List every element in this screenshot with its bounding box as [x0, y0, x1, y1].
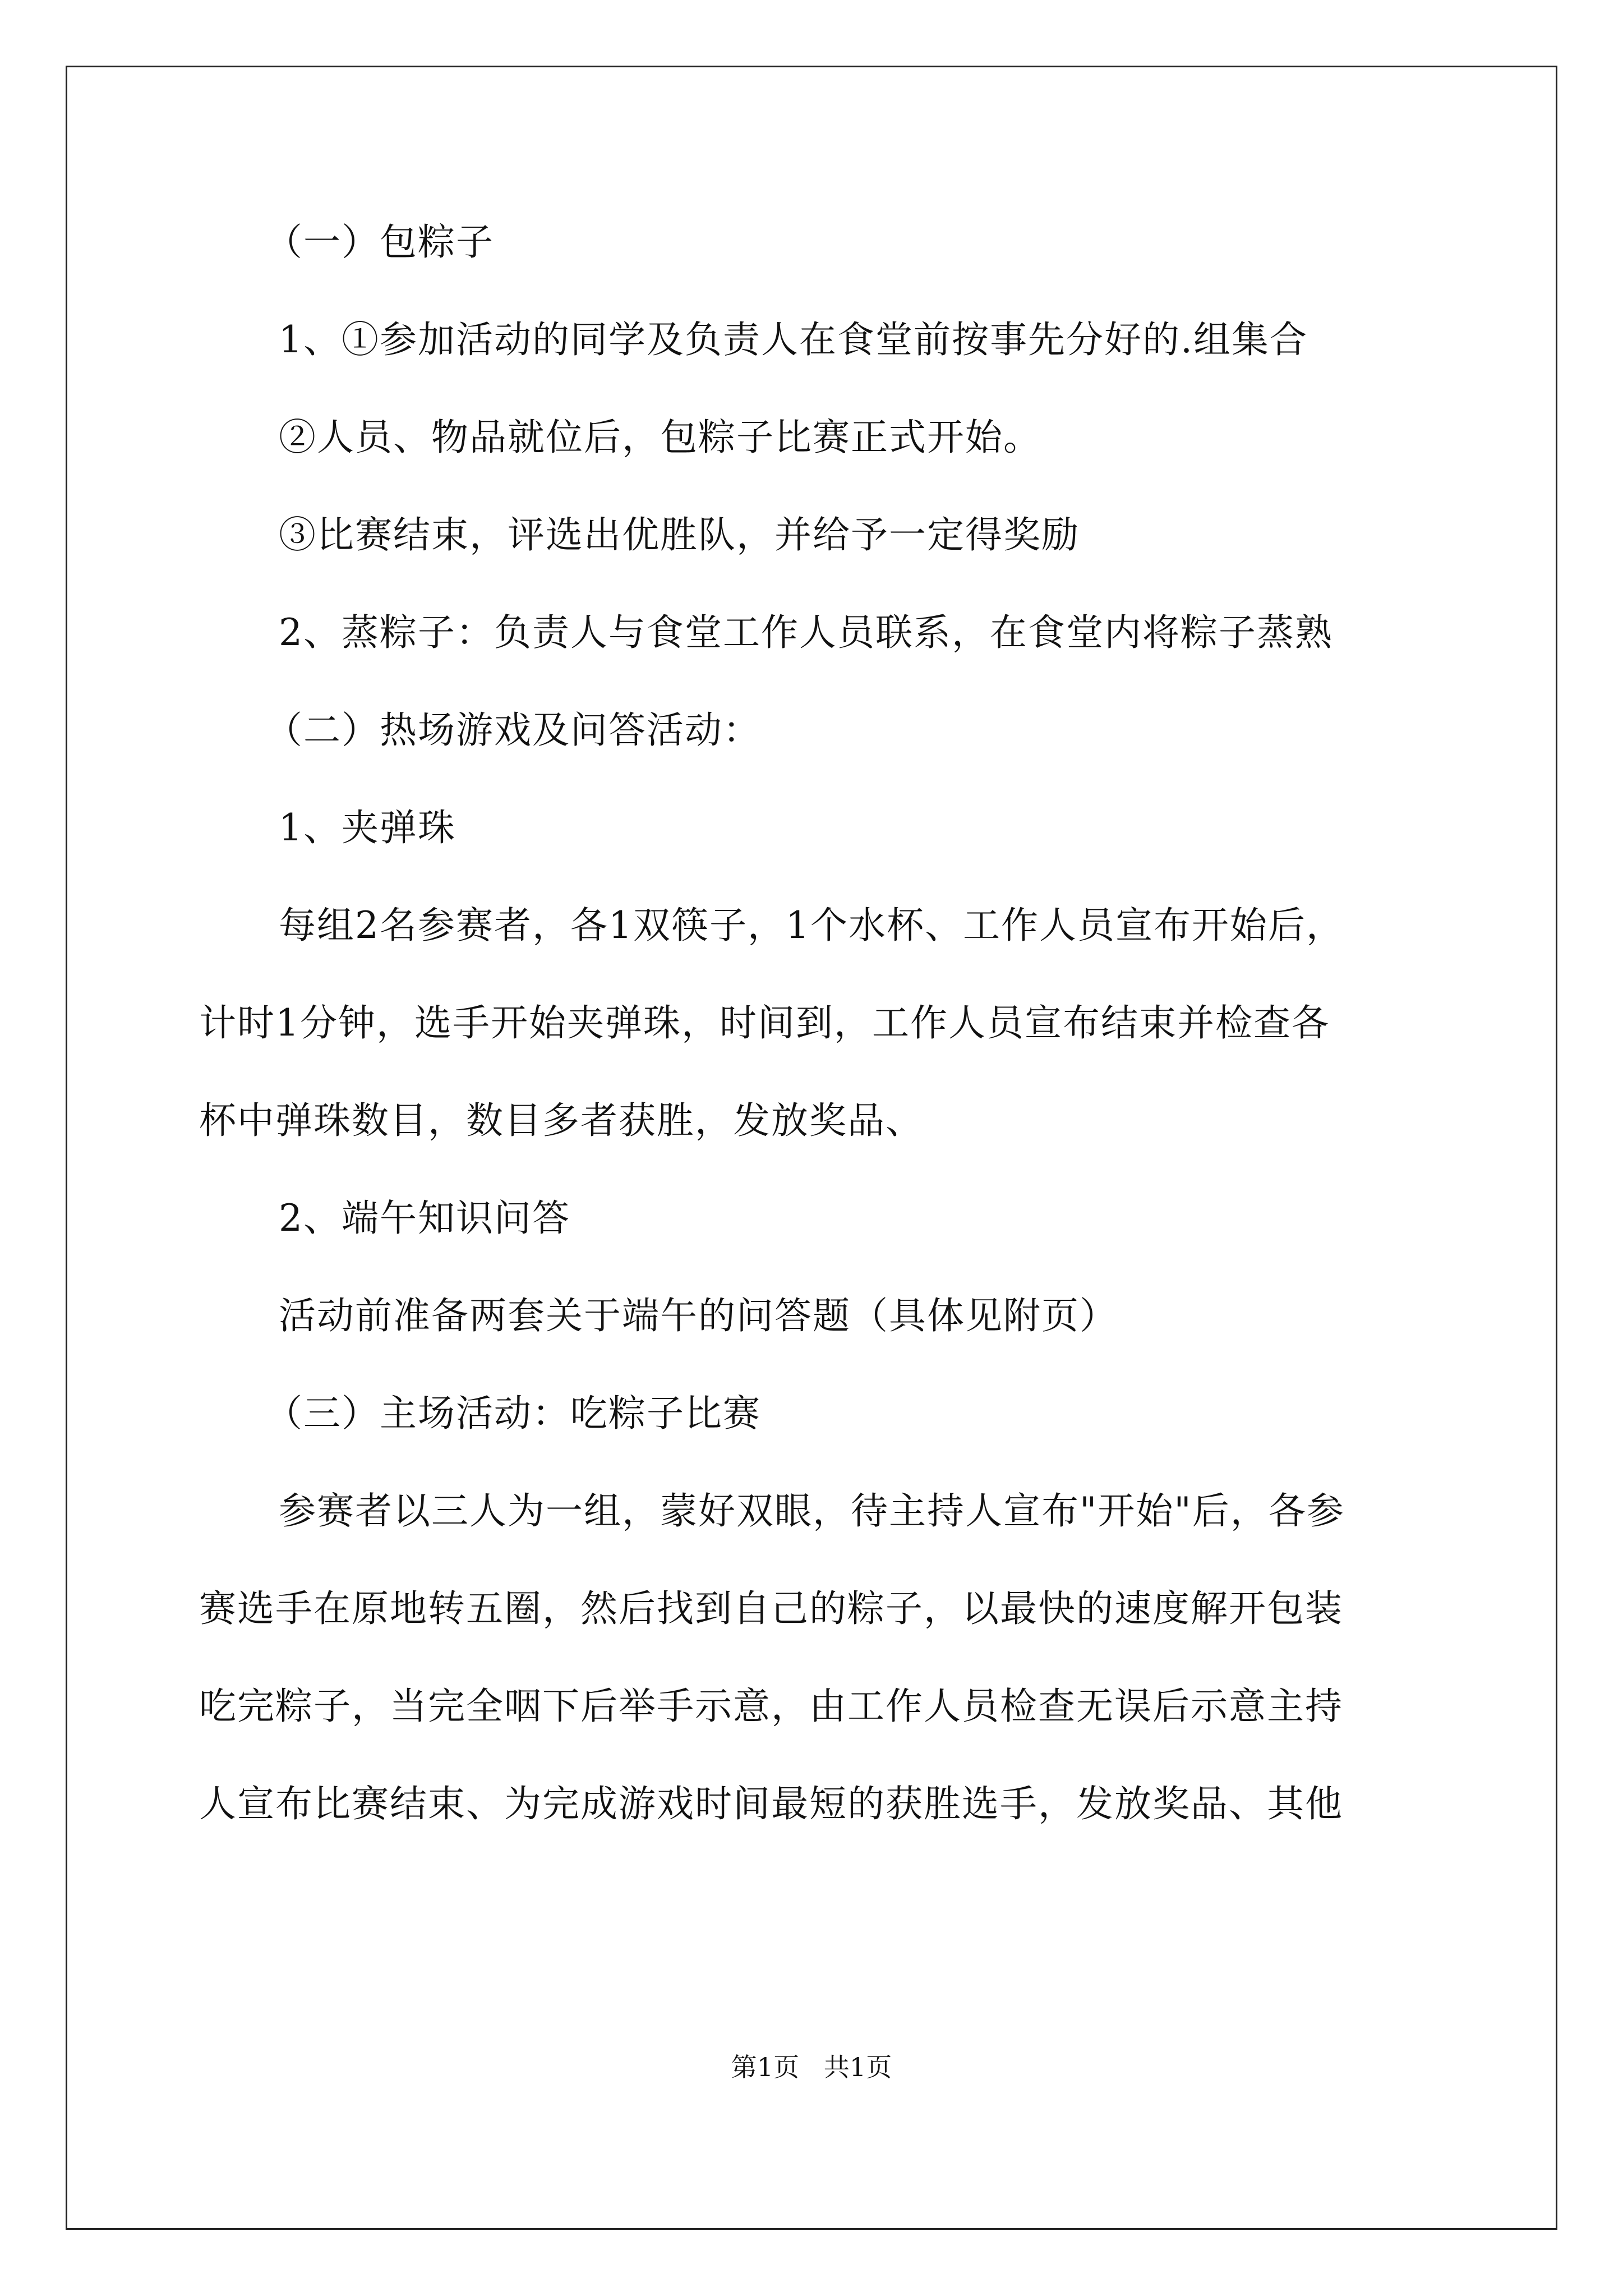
- paragraph-line: 赛选手在原地转五圈，然后找到自己的粽子，以最快的速度解开包装: [199, 1587, 1343, 1630]
- paragraph-line: 计时1分钟，选手开始夹弹珠，时间到，工作人员宣布结束并检查各: [199, 1001, 1330, 1045]
- section-heading-2: （二）热场游戏及问答活动：: [265, 708, 761, 752]
- paragraph-line: 2、蒸粽子：负责人与食堂工作人员联系，在食堂内将粽子蒸熟: [279, 611, 1333, 654]
- paragraph-line: 活动前准备两套关于端午的问答题（具体见附页）: [279, 1294, 1118, 1337]
- paragraph-line: 人宣布比赛结束、为完成游戏时间最短的获胜选手，发放奖品、其他: [199, 1782, 1343, 1825]
- paragraph-line: ③比赛结束，评选出优胜队，并给予一定得奖励: [279, 513, 1080, 556]
- paragraph-line: 吃完粽子，当完全咽下后举手示意，由工作人员检查无误后示意主持: [199, 1685, 1343, 1728]
- paragraph-line: 1、夹弹珠: [279, 806, 456, 849]
- paragraph-line: 每组2名参赛者，各1双筷子，1个水杯、工作人员宣布开始后，: [279, 904, 1344, 947]
- section-heading-3: （三）主场活动：吃粽子比赛: [265, 1392, 761, 1435]
- page-border: [66, 66, 1557, 2230]
- section-heading-1: （一）包粽子: [265, 220, 494, 264]
- paragraph-line: 1、①参加活动的同学及负责人在食堂前按事先分好的.组集合: [279, 318, 1308, 361]
- paragraph-line: 参赛者以三人为一组，蒙好双眼，待主持人宣布"开始"后，各参: [279, 1489, 1345, 1533]
- paragraph-line: 杯中弹珠数目，数目多者获胜，发放奖品、: [199, 1099, 924, 1142]
- paragraph-line: ②人员、物品就位后，包粽子比赛正式开始。: [279, 416, 1041, 459]
- paragraph-line: 2、端午知识问答: [279, 1197, 570, 1240]
- page-footer: 第1页 共1页: [731, 2052, 892, 2082]
